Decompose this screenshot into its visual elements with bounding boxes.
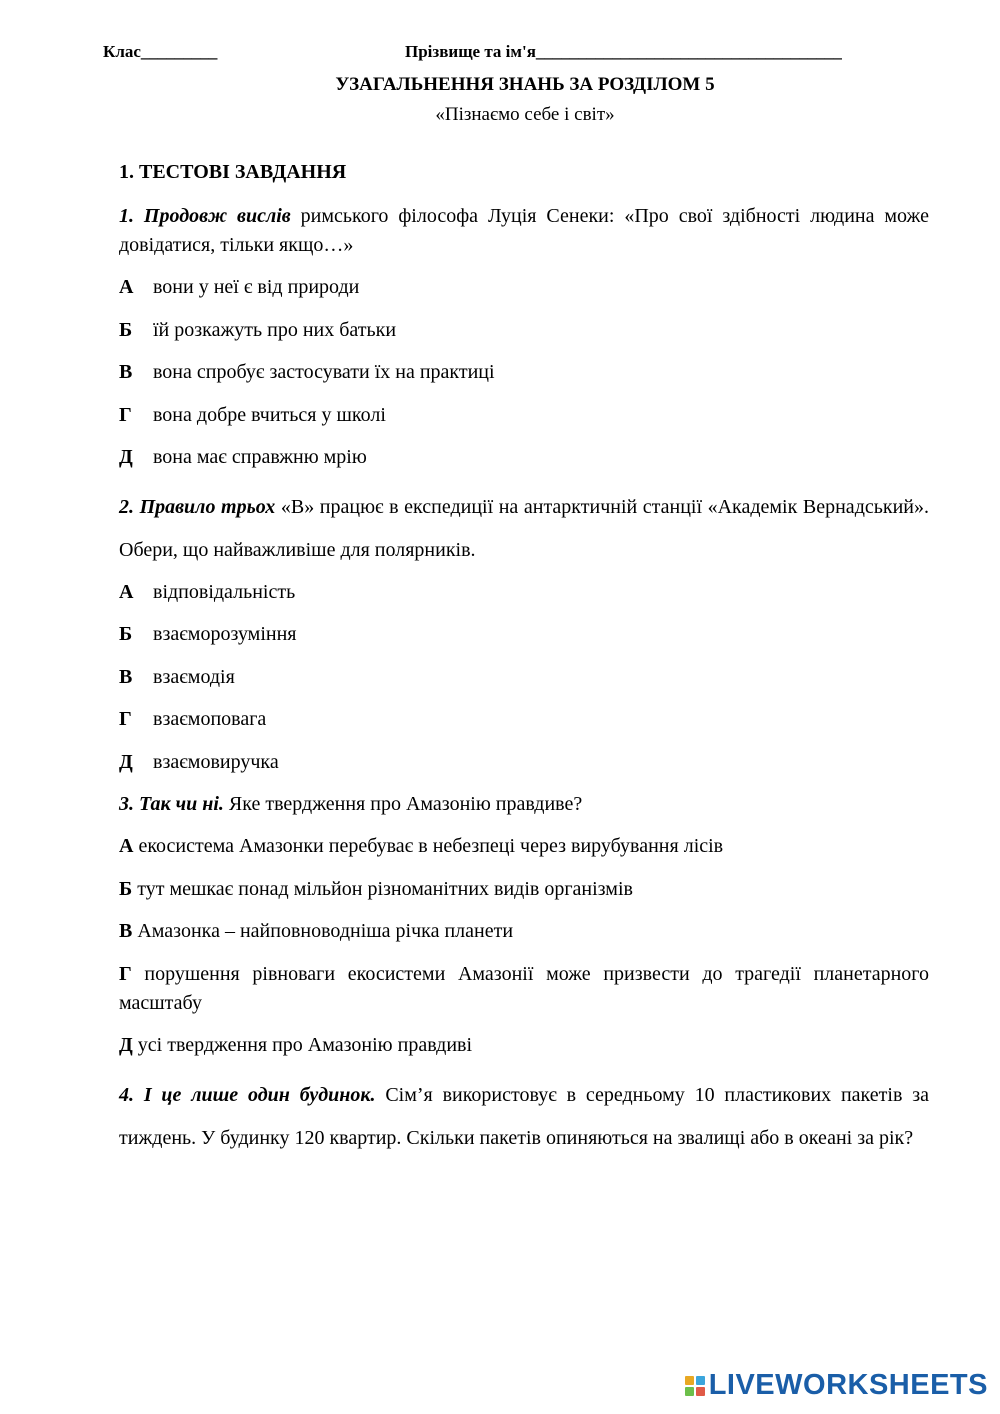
- option-letter: Д: [119, 446, 133, 468]
- option-text: екосистема Амазонки перебуває в небезпеці через вирубування лісів: [133, 835, 724, 857]
- question-1-option-b[interactable]: [119, 316, 929, 345]
- question-1-option-g[interactable]: [119, 401, 929, 430]
- name-field-label: Прізвище та ім'я____________________________________: [405, 42, 842, 61]
- question-1-option-a[interactable]: [119, 273, 929, 302]
- option-letter: В: [119, 665, 133, 688]
- question-2-option-b[interactable]: [119, 620, 929, 649]
- option-text: вони у неї є від природи: [153, 276, 360, 298]
- question-1-text: римського філософа Луція Сенеки: «Про свої здібності людина може довідатися, тільки якщо…»: [119, 205, 929, 256]
- page-title: УЗАГАЛЬНЕННЯ ЗНАНЬ ЗА РОЗДІЛОМ 5: [335, 74, 715, 95]
- page-subtitle: «Пізнаємо себе і світ»: [435, 104, 615, 125]
- option-text: тут мешкає понад мільйон різноманітних видів організмів: [132, 877, 633, 900]
- option-letter: Г: [119, 708, 132, 730]
- option-letter: Б: [119, 877, 133, 900]
- logo-square-2: [696, 1376, 705, 1385]
- option-text: вона має справжню мрію: [153, 446, 367, 468]
- question-3-lead: 3. Так чи ні.: [119, 793, 224, 815]
- option-letter: А: [119, 276, 134, 298]
- option-letter: Д: [119, 750, 133, 773]
- question-1-option-v[interactable]: [119, 358, 929, 387]
- option-text: вона спробує застосувати їх на практиці: [153, 361, 495, 383]
- option-letter: Б: [119, 623, 133, 645]
- question-1-option-d[interactable]: [119, 443, 929, 472]
- option-text: взаємовиручка: [153, 750, 279, 773]
- question-3-option-d[interactable]: [119, 1031, 929, 1060]
- option-text: порушення рівноваги екосистеми Амазонії може призвести до трагедії планетарного масштабу: [119, 962, 929, 1014]
- option-letter: В: [119, 361, 133, 383]
- question-2: [119, 486, 929, 572]
- logo-square-1: [685, 1376, 694, 1385]
- logo-mark-icon: [685, 1376, 705, 1396]
- logo-square-3: [685, 1387, 694, 1396]
- option-text: вона добре вчиться у школі: [153, 403, 386, 426]
- question-4-lead: 4. І це лише один будинок.: [119, 1083, 376, 1106]
- question-2-option-g[interactable]: [119, 705, 929, 734]
- option-text: Амазонка – найповноводніша річка планети: [132, 920, 514, 942]
- question-1-lead: 1. Продовж вислів: [119, 205, 291, 227]
- question-1: [119, 202, 929, 260]
- option-letter: В: [119, 920, 133, 942]
- option-text: взаєморозуміння: [153, 623, 297, 645]
- liveworksheets-logo: [685, 1369, 988, 1402]
- option-text: взаємоповага: [153, 708, 267, 730]
- question-2-option-v[interactable]: [119, 663, 929, 692]
- option-letter: А: [119, 580, 134, 603]
- option-text: взаємодія: [153, 665, 235, 688]
- option-letter: Г: [119, 403, 132, 426]
- class-field-label: Клас_________: [103, 42, 218, 61]
- question-3-option-b[interactable]: [119, 875, 929, 904]
- question-2-option-d[interactable]: [119, 748, 929, 777]
- option-text: відповідальність: [153, 580, 296, 603]
- question-3: [119, 790, 929, 819]
- option-letter: Б: [119, 318, 133, 341]
- question-2-text: «В» працює в експедиції на антарктичній станції «Академік Вернадський». Обери, що найважливіше для полярників.: [119, 495, 929, 561]
- question-3-text: Яке твердження про Амазонію правдиве?: [223, 793, 583, 815]
- logo-text: LIVEWORKSHEETS: [708, 1369, 988, 1401]
- question-4: [119, 1074, 929, 1160]
- option-letter: Г: [119, 962, 132, 985]
- question-3-option-v[interactable]: [119, 917, 929, 946]
- question-3-option-g[interactable]: [119, 960, 929, 1018]
- question-3-option-a[interactable]: [119, 832, 929, 861]
- question-2-lead: 2. Правило трьох: [119, 495, 276, 518]
- worksheet-content: [119, 158, 929, 1160]
- section-title: 1. ТЕСТОВІ ЗАВДАННЯ: [119, 161, 347, 183]
- option-letter: Д: [119, 1034, 133, 1056]
- option-letter: А: [119, 835, 134, 857]
- option-text: їй розкажуть про них батьки: [153, 318, 397, 341]
- question-4-text: Сім’я використовує в середньому 10 пластикових пакетів за тиждень. У будинку 120 квартир. Скільки пакетів опиняються на звалищі або в океані за рік?: [119, 1083, 929, 1149]
- question-2-option-a[interactable]: [119, 578, 929, 607]
- option-text: усі твердження про Амазонію правдиві: [132, 1034, 473, 1056]
- logo-square-4: [696, 1387, 705, 1396]
